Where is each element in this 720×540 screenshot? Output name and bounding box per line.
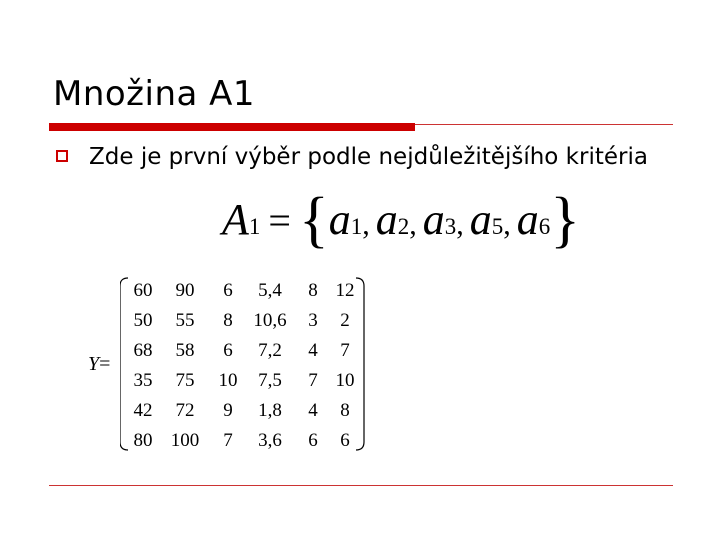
matrix-cell: 9: [223, 400, 233, 421]
formula-equals: =: [268, 198, 291, 243]
formula-item-letter: a: [516, 195, 539, 244]
formula-open-brace: {: [298, 186, 329, 254]
formula-items: [329, 194, 551, 245]
matrix-cell: 58: [175, 340, 195, 361]
matrix-cell: 8: [308, 280, 318, 301]
matrix-cell: 42: [133, 400, 153, 421]
matrix-cell: 4: [308, 400, 318, 421]
matrix-cell: 90: [175, 280, 195, 301]
slide-title: Množina A1: [53, 74, 256, 114]
matrix-left-paren: [120, 278, 128, 450]
formula-item-separator: ,: [362, 208, 370, 241]
matrix-cell: 7: [308, 370, 318, 391]
matrix-cell: 75: [175, 370, 195, 391]
matrix-cell: 60: [133, 280, 153, 301]
formula-item-letter: a: [469, 195, 492, 244]
footer-rule: [49, 485, 673, 486]
set-formula: [222, 183, 580, 254]
formula-item-separator: ,: [409, 208, 417, 241]
matrix-cell: 6: [340, 430, 350, 451]
formula-item-separator: ,: [456, 208, 464, 241]
matrix-cell: 10: [335, 370, 355, 391]
formula-item-letter: a: [375, 195, 398, 244]
formula-item-subscript: 6: [538, 214, 551, 239]
matrix-cell: 1,8: [258, 400, 282, 421]
matrix-cell: 50: [133, 310, 153, 331]
matrix-cell: 12: [335, 280, 355, 301]
matrix-right-paren: [356, 278, 364, 450]
matrix-equals: =: [99, 353, 111, 375]
matrix-cell: 8: [340, 400, 350, 421]
matrix-cell: 3: [308, 310, 318, 331]
title-underline-accent: [49, 123, 415, 131]
formula-item-separator: ,: [503, 208, 511, 241]
title-underline-thin: [415, 124, 673, 125]
matrix-cell: 10: [218, 370, 238, 391]
matrix-cell: 4: [308, 340, 318, 361]
matrix-cell: 7,2: [258, 340, 282, 361]
formula-item-subscript: 3: [444, 214, 457, 239]
matrix-cell: 35: [133, 370, 153, 391]
matrix-cell: 7: [223, 430, 233, 451]
matrix-cell: 6: [223, 340, 233, 361]
matrix-cell: 3,6: [258, 430, 282, 451]
formula-lhs-subscript: 1: [248, 214, 261, 239]
matrix-cell: 68: [133, 340, 153, 361]
formula-item-letter: a: [328, 195, 351, 244]
matrix-name: Y: [88, 353, 100, 375]
bullet-square-icon: [56, 150, 68, 162]
formula-item-subscript: 1: [350, 214, 363, 239]
matrix-cell: 6: [308, 430, 318, 451]
matrix-cell: 2: [340, 310, 350, 331]
matrix-cell: 10,6: [253, 310, 287, 331]
matrix-cell: 7,5: [258, 370, 282, 391]
matrix: [120, 276, 370, 456]
matrix-cell: 55: [175, 310, 195, 331]
matrix-cell: 7: [340, 340, 350, 361]
matrix-cell: 8: [223, 310, 233, 331]
matrix-label: [88, 353, 110, 376]
formula-lhs: A: [222, 195, 249, 244]
matrix-cell: 80: [133, 430, 153, 451]
matrix-cell: 72: [175, 400, 195, 421]
formula-item-letter: a: [422, 195, 445, 244]
matrix-cell: 6: [223, 280, 233, 301]
formula-item-subscript: 2: [397, 214, 410, 239]
matrix-cell: 100: [170, 430, 200, 451]
matrix-cell: 5,4: [258, 280, 282, 301]
formula-close-brace: }: [550, 186, 580, 254]
formula-item-subscript: 5: [491, 214, 504, 239]
bullet-text: Zde je první výběr podle nejdůležitějšího kritéria: [89, 144, 648, 170]
